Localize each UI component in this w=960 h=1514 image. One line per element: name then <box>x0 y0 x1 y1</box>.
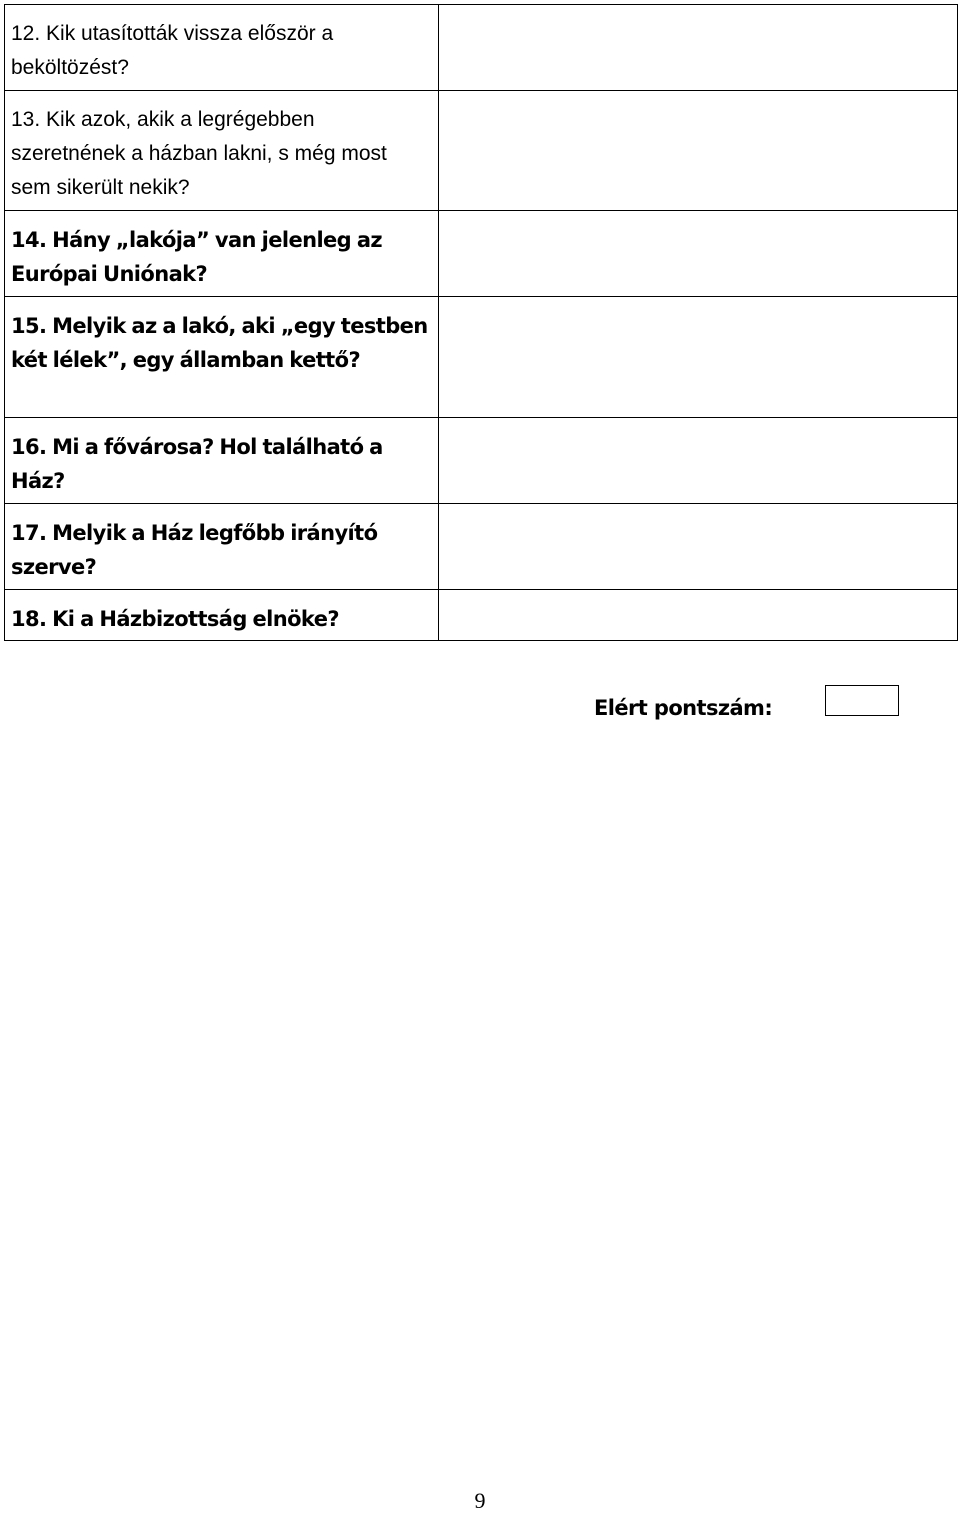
question-row-12 <box>5 5 958 91</box>
question-12-text: 12. Kik utasították vissza először a beköltözést? <box>5 5 439 91</box>
answer-17-field[interactable] <box>439 504 958 590</box>
question-13-text: 13. Kik azok, akik a legrégebben szeretnének a házban lakni, s még most sem sikerült nekik? <box>5 91 439 211</box>
question-row-15 <box>5 297 958 418</box>
answer-18-field[interactable] <box>439 590 958 641</box>
answer-12-field[interactable] <box>439 5 958 91</box>
question-row-18 <box>5 590 958 641</box>
answer-14-field[interactable] <box>439 211 958 297</box>
question-row-13 <box>5 91 958 211</box>
page-number: 9 <box>474 1488 486 1513</box>
question-17-text: 17. Melyik a Ház legfőbb irányító szerve? <box>5 504 439 590</box>
question-15-text: 15. Melyik az a lakó, aki „egy testben két lélek”, egy államban kettő? <box>5 297 439 418</box>
score-label: Elért pontszám: <box>594 696 773 720</box>
question-row-17 <box>5 504 958 590</box>
question-row-14 <box>5 211 958 297</box>
question-row-16 <box>5 418 958 504</box>
question-18-text: 18. Ki a Házbizottság elnöke? <box>5 590 439 641</box>
question-16-text: 16. Mi a fővárosa? Hol található a Ház? <box>5 418 439 504</box>
score-box[interactable] <box>825 685 899 716</box>
quiz-table <box>4 4 958 641</box>
answer-15-field[interactable] <box>439 297 958 418</box>
question-14-text: 14. Hány „lakója” van jelenleg az Európai Uniónak? <box>5 211 439 297</box>
answer-16-field[interactable] <box>439 418 958 504</box>
answer-13-field[interactable] <box>439 91 958 211</box>
